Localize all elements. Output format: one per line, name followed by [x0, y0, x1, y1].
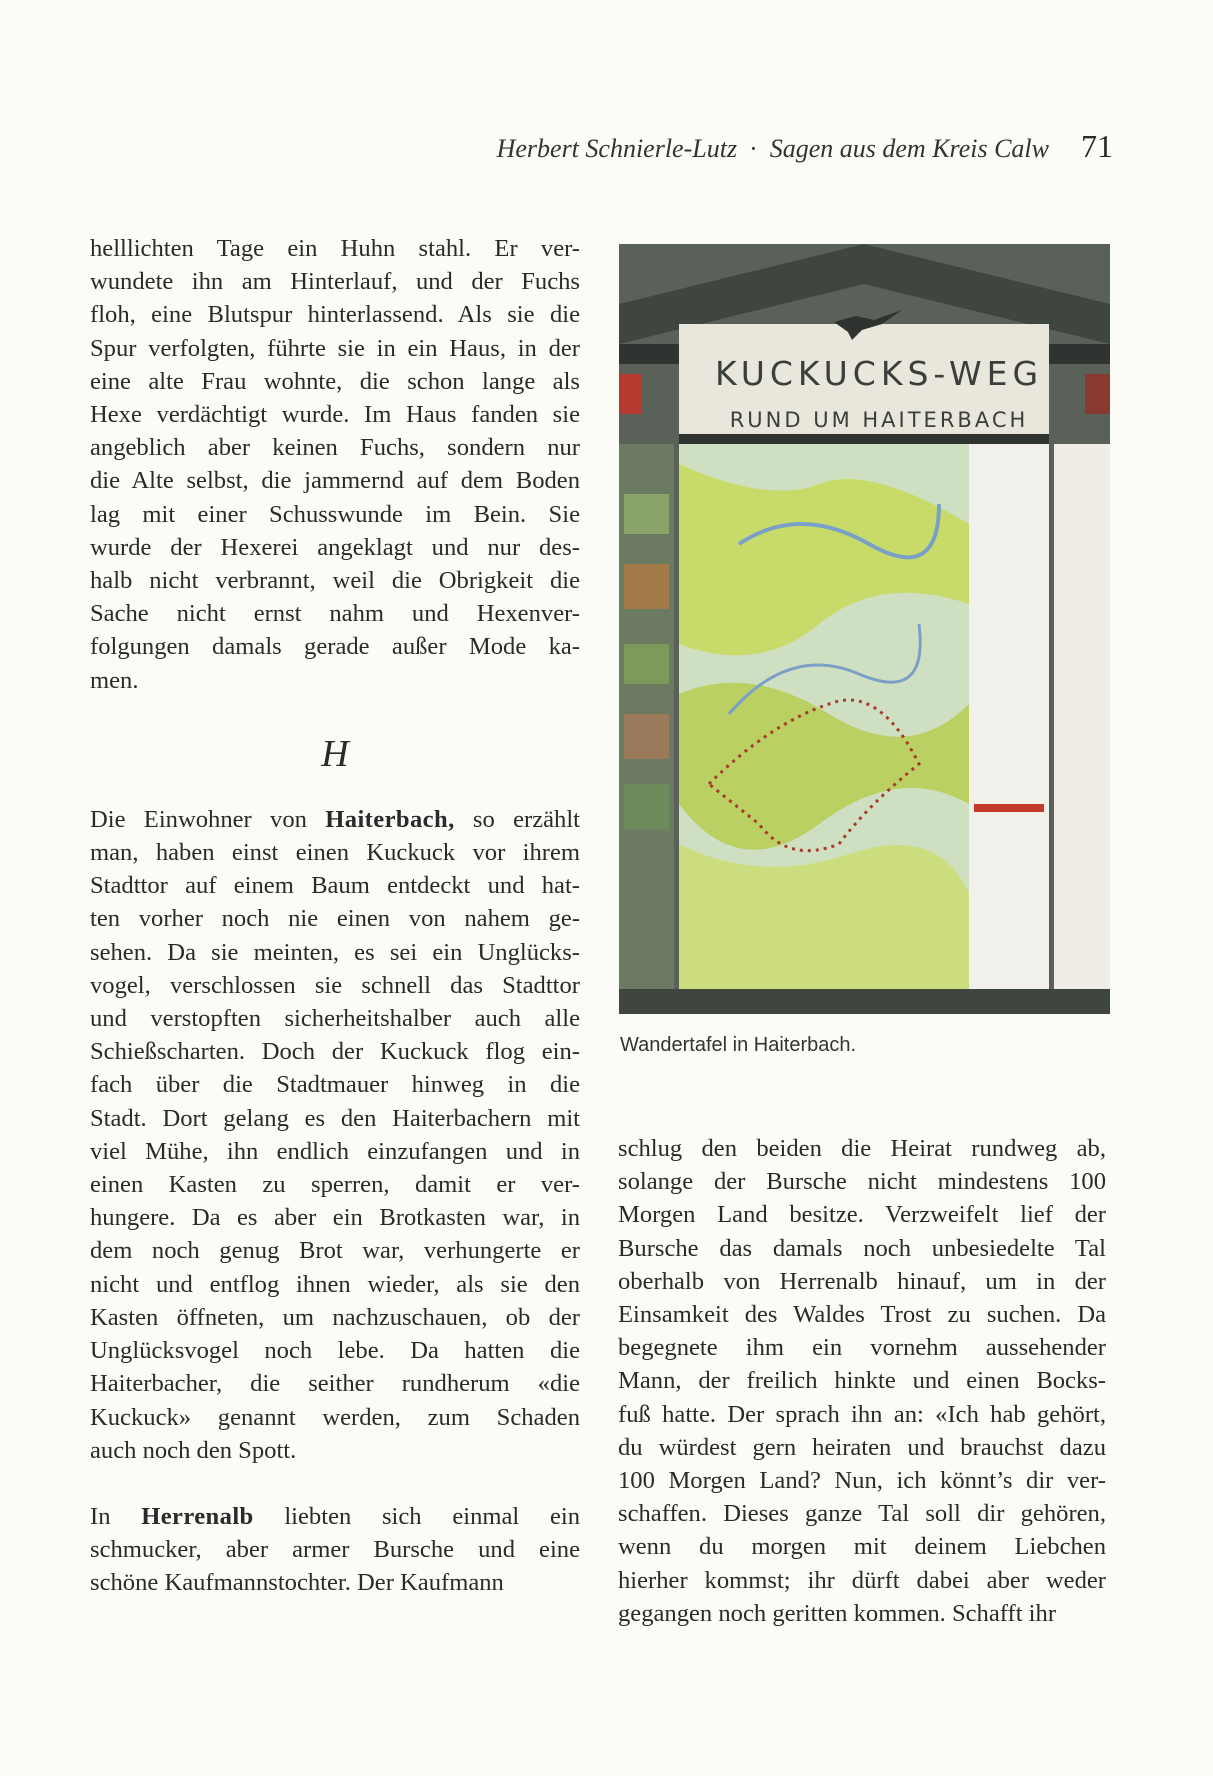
text-line: hierher kommst; ihr dürft dabei aber weder: [618, 1566, 1106, 1594]
text-line: begegnete ihm ein vornehm aussehender: [618, 1334, 1106, 1362]
text-line: wurde der Hexerei angeklagt und nur des-: [90, 533, 580, 561]
text-line: wundete ihn am Hinterlauf, und der Fuchs: [90, 268, 580, 296]
text-line: dem noch genug Brot war, verhungerte er: [90, 1237, 580, 1265]
text-line: Bursche das damals noch unbesiedelte Tal: [618, 1234, 1106, 1262]
right-text-column: [618, 1132, 1106, 1630]
text-line: solange der Bursche nicht mindestens 100: [618, 1168, 1106, 1196]
text-line: 100 Morgen Land? Nun, ich könnt’s dir ver-: [618, 1467, 1106, 1495]
text-line: Einsamkeit des Waldes Trost zu suchen. Da: [618, 1301, 1106, 1329]
text-line: fuß hatte. Der sprach ihn an: «Ich hab gehört,: [618, 1400, 1106, 1428]
text-line: einen Kasten zu sperren, damit er ver-: [90, 1171, 580, 1199]
place-name-haiterbach: Haiterbach,: [325, 805, 455, 833]
text-line: Stadt. Dort gelang es den Haiterbachern mit: [90, 1104, 580, 1132]
text-line: Unglücksvogel noch lebe. Da hatten die: [90, 1337, 580, 1365]
text-line: schmucker, aber armer Bursche und eine: [90, 1536, 580, 1564]
text-line: wenn du morgen mit deinem Liebchen: [618, 1533, 1106, 1561]
header-book-title: Sagen aus dem Kreis Calw: [769, 134, 1049, 163]
left-text-column: [90, 232, 580, 1600]
text-line: Sache nicht ernst nahm und Hexenver-: [90, 600, 580, 628]
section-letter: H: [321, 732, 349, 775]
text-line: schöne Kaufmannstochter. Der Kaufmann: [90, 1569, 504, 1597]
text-line: In Herrenalb liebten sich einmal ein: [90, 1502, 580, 1530]
paragraph-fox-story: [90, 232, 580, 697]
text-line: angeblich aber keinen Fuchs, sondern nur: [90, 434, 580, 462]
text-line: nicht und entflog ihnen wieder, als sie den: [90, 1270, 580, 1298]
paragraph-herrenalb: [90, 1500, 580, 1600]
text-line: Mann, der freilich hinkte und einen Bocks-: [618, 1367, 1106, 1395]
text-line: Stadttor auf einem Baum entdeckt und hat-: [90, 872, 580, 900]
text-line: gegangen noch geritten kommen. Schafft ihr: [618, 1599, 1057, 1627]
page-number: 71: [1081, 128, 1113, 164]
text-line: schlug den beiden die Heirat rundweg ab,: [618, 1135, 1106, 1162]
text-line: halb nicht verbrannt, weil die Obrigkeit die: [90, 567, 580, 595]
text-line: du würdest gern heiraten und brauchst dazu: [618, 1433, 1106, 1461]
photo-hiking-sign: [619, 244, 1110, 1014]
text-line: Hexe verdächtigt wurde. Im Haus fanden sie: [90, 401, 580, 429]
text-line: man, haben einst einen Kuckuck vor ihrem: [90, 839, 580, 867]
text-line: fach über die Stadtmauer hinweg in die: [90, 1071, 580, 1099]
text-line: vogel, verschlossen sie schnell das Stadttor: [90, 971, 580, 999]
text-line: auch noch den Spott.: [90, 1436, 297, 1464]
text-line: hungere. Da es aber ein Brotkasten war, in: [90, 1204, 580, 1232]
paragraph-herrenalb-continued: [618, 1132, 1106, 1630]
text-line: sehen. Da sie meinten, es sei ein Unglücks-: [90, 938, 580, 966]
figure-caption: Wandertafel in Haiterbach.: [620, 1034, 857, 1056]
text-line: Morgen Land besitze. Verzweifelt lief der: [618, 1201, 1106, 1229]
text-line: floh, eine Blutspur hinterlassend. Als sie die: [90, 301, 580, 329]
text-line: viel Mühe, ihn endlich einzufangen und in: [90, 1137, 580, 1165]
text-line: die Alte selbst, die jammernd auf dem Boden: [90, 467, 580, 495]
text-line: und verstopften sicherheitshalber auch alle: [90, 1005, 580, 1033]
text-line: Kuckuck» genannt werden, zum Schaden: [90, 1403, 580, 1431]
text-line: oberhalb von Herrenalb hinauf, um in der: [618, 1267, 1106, 1295]
header-author: Herbert Schnierle-Lutz: [496, 134, 738, 163]
sign-title: KUCKUCKS-WEG: [714, 354, 1044, 393]
running-header: [497, 128, 1113, 165]
text-line: eine alte Frau wohnte, die schon lange als: [90, 367, 580, 395]
text-line: helllichten Tage ein Huhn stahl. Er ver-: [90, 235, 580, 262]
text-line: schaffen. Dieses ganze Tal soll dir gehören,: [618, 1500, 1106, 1528]
text-line: folgungen damals gerade außer Mode ka-: [90, 633, 580, 661]
sign-subtitle: RUND UM HAITERBACH: [729, 408, 1029, 432]
text-line: men.: [90, 666, 139, 694]
place-name-herrenalb: Herrenalb: [141, 1502, 254, 1530]
text-line: Kasten öffneten, um nachzuschauen, ob der: [90, 1303, 580, 1331]
text-line: lag mit einer Schusswunde im Bein. Sie: [90, 500, 580, 528]
text-line: Die Einwohner von Haiterbach, so erzählt: [90, 805, 580, 833]
header-separator: ·: [749, 134, 758, 163]
paragraph-haiterbach: [90, 803, 580, 1467]
text-line: Schießscharten. Doch der Kuckuck flog ein-: [90, 1038, 580, 1066]
text-line: Spur verfolgten, führte sie in ein Haus, in der: [90, 334, 580, 362]
text-line: ten vorher noch nie einen von nahem ge-: [90, 905, 580, 933]
text-line: Haiterbacher, die seither rundherum «die: [90, 1370, 580, 1398]
